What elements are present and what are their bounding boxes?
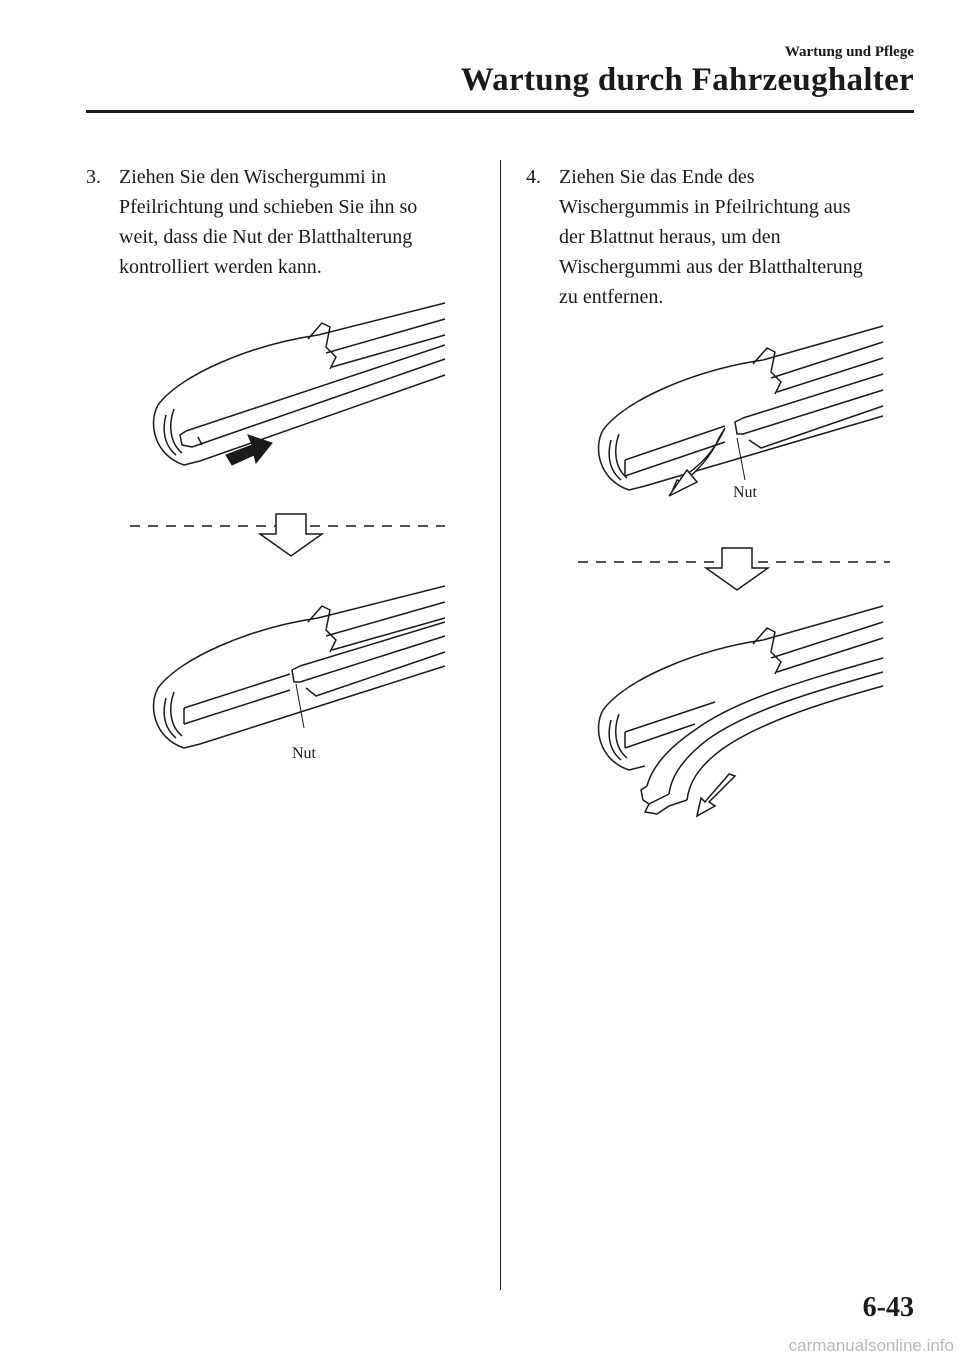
remove-arrow-icon xyxy=(697,774,735,816)
step-3-illustration-before xyxy=(140,295,460,475)
down-arrow-icon xyxy=(706,548,768,590)
chapter-title: Wartung durch Fahrzeughalter xyxy=(460,62,914,98)
header-rule xyxy=(86,110,914,113)
step-4-line: Ziehen Sie das Ende des xyxy=(559,166,755,188)
down-arrow-icon xyxy=(260,514,322,556)
wiper-blade-rubber-removed-drawing xyxy=(585,600,895,820)
step-4-illustration-after xyxy=(585,600,895,820)
step-3-text xyxy=(119,162,417,282)
step-4-illustration-before xyxy=(585,320,895,505)
step-3-line: Pfeilrichtung und schieben Sie ihn so xyxy=(119,196,418,218)
groove-label: Nut xyxy=(292,745,316,762)
watermark: carmanualsonline.info xyxy=(788,1336,954,1355)
step-4-line: Wischergummi aus der Blatthalterung xyxy=(559,256,863,278)
step-3-number: 3. xyxy=(86,166,101,188)
step-3-line: Ziehen Sie den Wischergummi in xyxy=(119,166,387,188)
step-4-text xyxy=(559,162,863,312)
step-4-number: 4. xyxy=(526,166,541,188)
wiper-blade-pull-drawing xyxy=(140,295,460,475)
step-4-line: zu entfernen. xyxy=(559,286,664,308)
step-3-line: kontrolliert werden kann. xyxy=(119,256,322,278)
groove-label-step-4: Nut xyxy=(733,484,757,501)
wiper-blade-remove-end-drawing xyxy=(585,320,895,505)
column-divider xyxy=(500,160,501,1290)
step-3-line: weit, dass die Nut der Blatthalterung xyxy=(119,226,413,248)
step-3-transition xyxy=(130,512,450,562)
page-number: 6-43 xyxy=(862,1292,914,1323)
step-3-illustration-after xyxy=(140,578,460,753)
step-4-line: der Blattnut heraus, um den xyxy=(559,226,781,248)
step-4-line: Wischergummis in Pfeilrichtung aus xyxy=(559,196,851,218)
wiper-blade-groove-drawing xyxy=(140,578,460,753)
step-4-transition xyxy=(578,546,898,596)
running-head-section: Wartung und Pflege xyxy=(784,44,914,60)
